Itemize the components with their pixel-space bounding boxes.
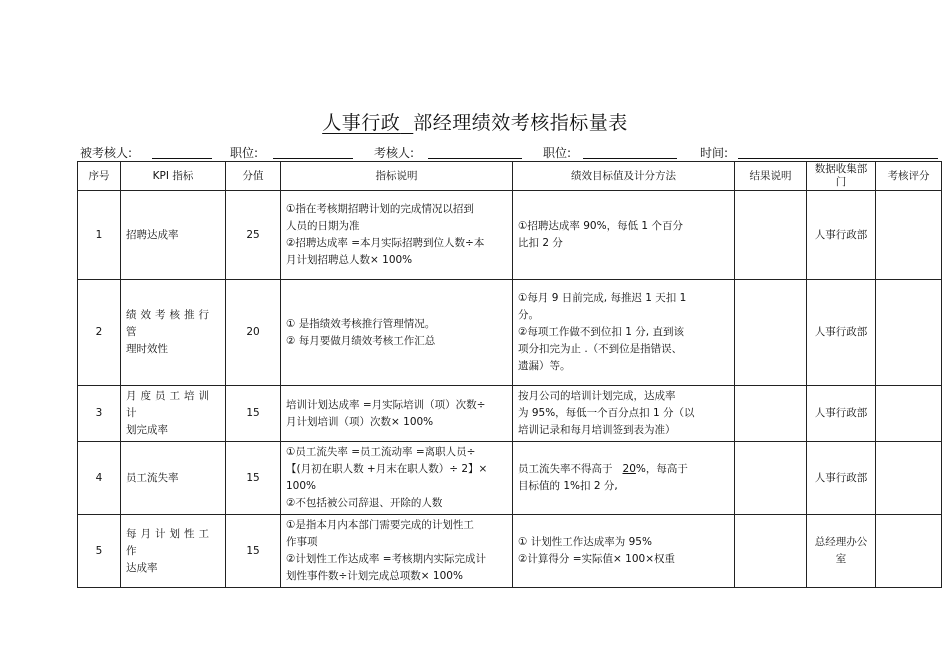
desc-line: ②招聘达成率 =本月实际招聘到位人数÷本 [286, 237, 485, 249]
header-score: 分值 [226, 162, 281, 191]
row-target [513, 515, 735, 588]
target-line: 项分扣完为止 .（不到位是指错误、 [518, 343, 683, 355]
target-line: ②计算得分 =实际值× 100×权重 [518, 553, 676, 565]
row-desc [281, 386, 513, 442]
row-dept: 总经理办公室 [807, 515, 876, 588]
target-line: 按月公司的培训计划完成，达成率 [518, 390, 676, 402]
desc-line: ① 是指绩效考核推行管理情况。 [286, 317, 436, 330]
desc-line: 人员的日期为准 [286, 220, 360, 232]
header-eval: 考核评分 [876, 162, 942, 191]
row-result-cell[interactable] [735, 386, 807, 442]
kpi-line: 划完成率 [126, 424, 168, 436]
row-dept: 人事行政部 [807, 386, 876, 442]
row-dept: 人事行政部 [807, 191, 876, 280]
target-line: 培训记录和每月培训签到表为准） [518, 424, 676, 436]
row-desc [281, 191, 513, 280]
target-threshold: 20 [622, 463, 636, 475]
time-label: 时间: [700, 146, 729, 160]
row-eval-cell[interactable] [876, 442, 942, 515]
page-title [0, 108, 950, 135]
row-seq: 4 [78, 442, 121, 515]
row-desc [281, 280, 513, 386]
table-row [78, 442, 942, 515]
row-result-cell[interactable] [735, 442, 807, 515]
row-target [513, 280, 735, 386]
desc-line: 作事项 [286, 536, 318, 548]
desc-line: 【(月初在职人数 +月末在职人数）÷ 2】× [286, 463, 488, 475]
row-eval-cell[interactable] [876, 280, 942, 386]
kpi-line: 达成率 [126, 561, 158, 574]
row-seq: 2 [78, 280, 121, 386]
target-line: 分。 [518, 309, 539, 321]
target-line: ① 计划性工作达成率为 95% [518, 536, 652, 548]
desc-line: ②不包括被公司辞退、开除的人数 [286, 497, 443, 509]
row-eval-cell[interactable] [876, 191, 942, 280]
position2-label: 职位: [543, 146, 572, 160]
desc-line: ①指在考核期招聘计划的完成情况以招到 [286, 203, 474, 215]
position1-field[interactable] [273, 158, 353, 159]
row-kpi [121, 280, 226, 386]
table-row [78, 280, 942, 386]
desc-line: 培训计划达成率 =月实际培训（项）次数÷ [286, 398, 486, 411]
header-desc: 指标说明 [281, 162, 513, 191]
table-header-row [78, 162, 942, 191]
kpi-line: 月度员工培训计 [126, 390, 213, 419]
form-meta-row [80, 144, 940, 162]
row-eval-cell[interactable] [876, 515, 942, 588]
row-seq: 5 [78, 515, 121, 588]
page-title-part2: 部经理绩效考核指标量表 [413, 112, 628, 134]
position1-label: 职位: [230, 146, 259, 160]
desc-line: 划性事件数÷计划完成总项数× 100% [286, 570, 463, 582]
target-line: 比扣 2 分 [518, 237, 563, 249]
row-target [513, 191, 735, 280]
row-score: 15 [226, 515, 281, 588]
page-title-underline-gap [400, 112, 413, 134]
desc-line: ② 每月要做月绩效考核工作汇总 [286, 334, 436, 347]
page-title-part1: 人事行政 [322, 112, 401, 134]
assessor-label: 考核人: [374, 146, 415, 160]
assessee-label: 被考核人: [80, 146, 133, 160]
row-kpi [121, 386, 226, 442]
row-desc [281, 442, 513, 515]
row-score: 20 [226, 280, 281, 386]
target-line: ①每月 9 日前完成, 每推迟 1 天扣 1 [518, 292, 687, 304]
header-kpi: KPI 指标 [121, 162, 226, 191]
header-target: 绩效目标值及计分方法 [513, 162, 735, 191]
row-target [513, 386, 735, 442]
row-target [513, 442, 735, 515]
kpi-line: 理时效性 [126, 343, 168, 355]
target-text: %，每高于 [635, 463, 688, 475]
row-seq: 1 [78, 191, 121, 280]
header-result: 结果说明 [735, 162, 807, 191]
row-score: 15 [226, 386, 281, 442]
header-seq: 序号 [78, 162, 121, 191]
time-field[interactable] [738, 158, 938, 159]
table-row [78, 191, 942, 280]
position2-field[interactable] [583, 158, 677, 159]
table-row [78, 515, 942, 588]
row-kpi: 员工流失率 [121, 442, 226, 515]
kpi-line: 绩效考核推行管 [126, 309, 213, 338]
row-dept: 人事行政部 [807, 280, 876, 386]
header-dept: 数据收集部门 [807, 162, 876, 191]
desc-line: ①员工流失率 =员工流动率 =离职人员÷ [286, 446, 476, 458]
target-line: 目标值的 1%扣 2 分, [518, 480, 618, 492]
target-line: 为 95%，每低一个百分点扣 1 分（以 [518, 407, 695, 419]
desc-line: ①是指本月内本部门需要完成的计划性工 [286, 519, 474, 531]
desc-line: 100% [286, 480, 317, 492]
row-result-cell[interactable] [735, 515, 807, 588]
row-kpi [121, 515, 226, 588]
desc-line: 月计划培训（项）次数× 100% [286, 415, 434, 428]
target-line [518, 461, 729, 478]
target-text: 员工流失率不得高于 [518, 463, 613, 475]
row-seq: 3 [78, 386, 121, 442]
desc-line: ②计划性工作达成率 =考核期内实际完成计 [286, 553, 487, 565]
target-line: ①招聘达成率 90%，每低 1 个百分 [518, 220, 683, 232]
assessor-field[interactable] [428, 158, 522, 159]
row-result-cell[interactable] [735, 191, 807, 280]
row-dept: 人事行政部 [807, 442, 876, 515]
table-row [78, 386, 942, 442]
kpi-table [77, 161, 942, 588]
row-result-cell[interactable] [735, 280, 807, 386]
row-kpi: 招聘达成率 [121, 191, 226, 280]
kpi-line: 每月计划性工作 [126, 527, 213, 557]
target-line: 遗漏）等。 [518, 360, 571, 372]
row-desc [281, 515, 513, 588]
row-score: 15 [226, 442, 281, 515]
row-eval-cell[interactable] [876, 386, 942, 442]
row-score: 25 [226, 191, 281, 280]
assessee-field[interactable] [152, 158, 212, 159]
target-line: ②每项工作做不到位扣 1 分, 直到该 [518, 326, 684, 338]
desc-line: 月计划招聘总人数× 100% [286, 254, 413, 266]
